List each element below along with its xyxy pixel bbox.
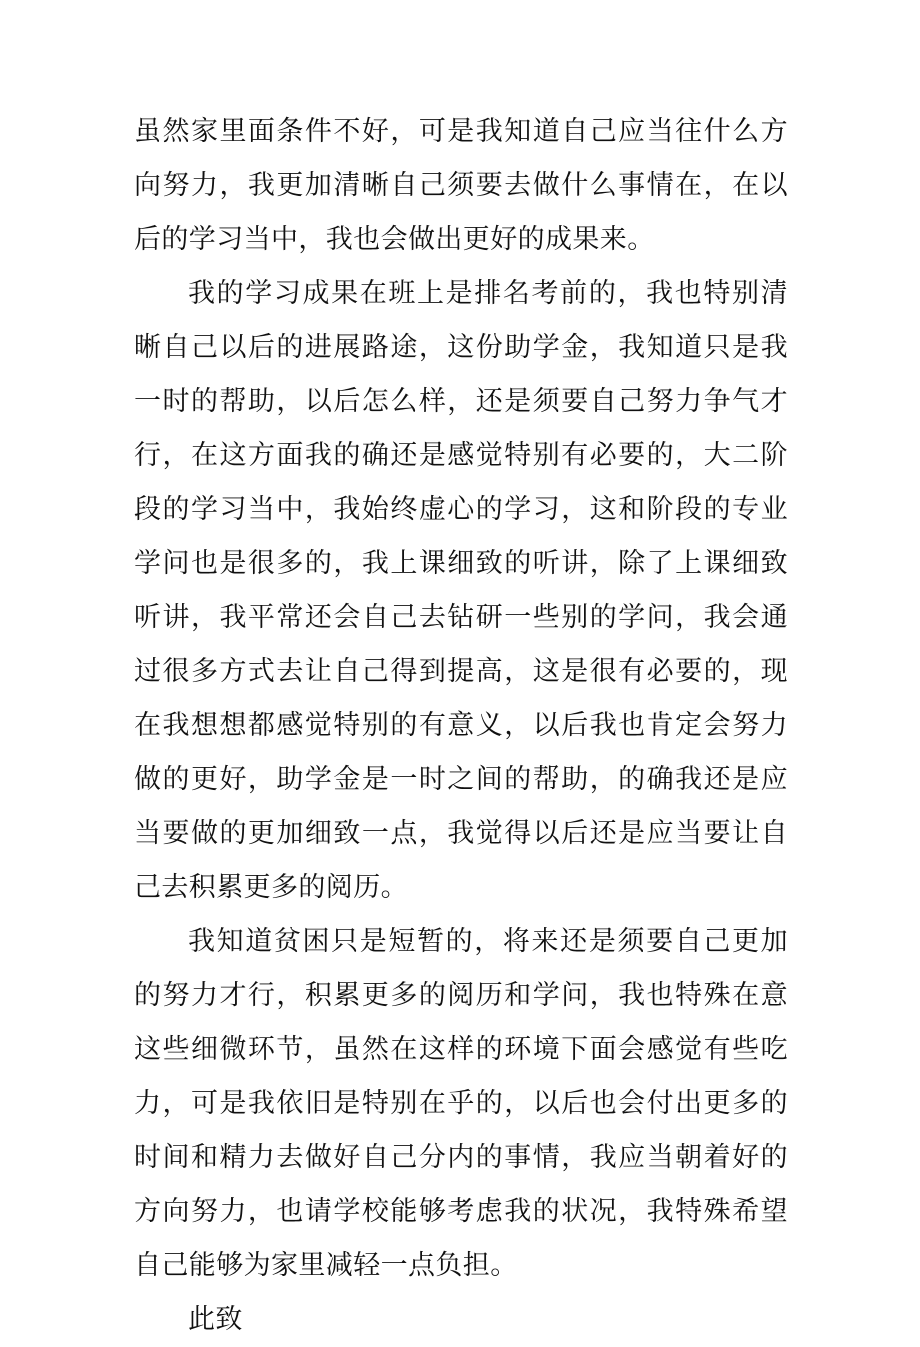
closing-salutation: 此致 [188, 1304, 243, 1335]
paragraph-1: 虽然家里面条件不好，可是我知道自己应当往什么方向努力，我更加清晰自己须要去做什么事情在，在以后的学习当中，我也会做出更好的成果来。 [134, 116, 788, 255]
paragraph-3: 我知道贫困只是短暂的，将来还是须要自己更加的努力才行，积累更多的阅历和学问，我也特殊在意这些细微环节，虽然在这样的环境下面会感觉有些吃力，可是我依旧是特别在乎的，以后也会付出更多的时间和精力去做好自己分内的事情，我应当朝着好的方向努力，也请学校能够考虑我的状况，我特殊希望自己能够为家里减轻一点负担。 [134, 926, 788, 1281]
paragraph-2: 我的学习成果在班上是排名考前的，我也特别清晰自己以后的进展路途，这份助学金，我知道只是我一时的帮助，以后怎么样，还是须要自己努力争气才行，在这方面我的确还是感觉特别有必要的，大二阶段的学习当中，我始终虚心的学习，这和阶段的专业学问也是很多的，我上课细致的听讲，除了上课细致听讲，我平常还会自己去钻研一些别的学问，我会通过很多方式去让自己得到提高，这是很有必要的，现在我想想都感觉特别的有意义，以后我也肯定会努力做的更好，助学金是一时之间的帮助，的确我还是应当要做的更加细致一点，我觉得以后还是应当要让自己去积累更多的阅历。 [134, 278, 788, 903]
